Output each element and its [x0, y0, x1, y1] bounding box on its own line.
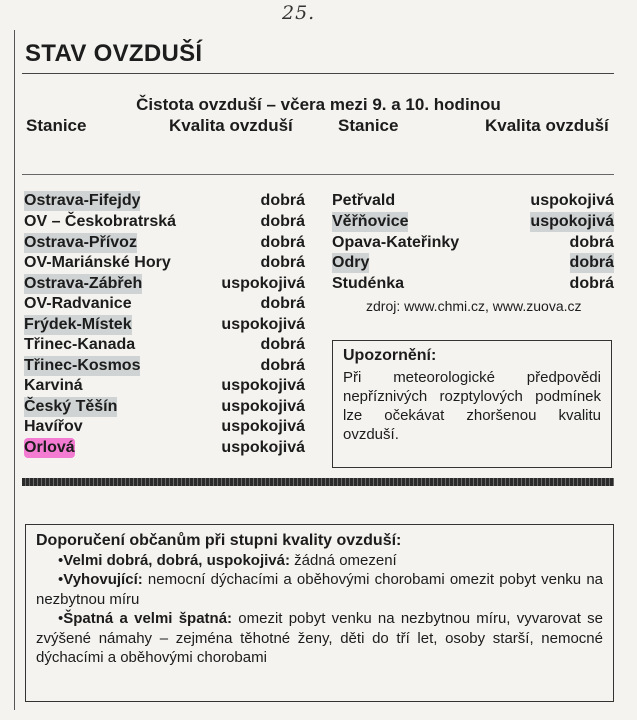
table-row: [24, 397, 305, 417]
station-name: OV-Mariánské Hory: [24, 254, 171, 271]
station-name: Český Těšín: [24, 398, 118, 415]
quality-value: dobrá: [260, 213, 305, 230]
table-subtitle: Čistota ovzduší – včera mezi 9. a 10. hodinou: [136, 95, 501, 114]
bullet-icon: •: [58, 571, 64, 588]
station-name: Ostrava-Zábřeh: [24, 275, 143, 292]
table-row: [24, 376, 305, 396]
station-name: Ostrava-Přívoz: [24, 234, 137, 251]
handwritten-annotation: 25.: [282, 2, 316, 24]
quality-value: uspokojivá: [221, 398, 305, 415]
header-quality-left: Kvalita ovzduší: [169, 116, 293, 135]
table-row: [332, 253, 614, 273]
quality-value: dobrá: [260, 357, 305, 374]
table-row: [24, 315, 305, 335]
title-divider: [22, 73, 614, 74]
recommendation-text: omezit pobyt venku na nezbytnou míru, vyvarovat se zvýšené námahy – zejména těhotné ženy, děti do tří let, osoby starší, nemocné dýchacími a oběhovými chorobami: [36, 610, 603, 666]
recommendation-label: Špatná a velmi špatná:: [63, 610, 233, 627]
section-divider-band: [22, 478, 614, 486]
quality-value: dobrá: [569, 275, 614, 292]
table-row: [24, 253, 305, 273]
recommendations-box: [25, 524, 614, 702]
quality-value: dobrá: [569, 234, 614, 251]
table-row: [24, 274, 305, 294]
table-row: [24, 212, 305, 232]
table-row: [24, 233, 305, 253]
quality-value: dobrá: [569, 254, 614, 271]
margin-rule: [14, 30, 15, 710]
quality-value: dobrá: [260, 192, 305, 209]
quality-value: uspokojivá: [221, 275, 305, 292]
table-row: [332, 212, 614, 232]
notice-body: Při meteorologické předpovědi nepříznivých rozptylových podmínek lze očekávat zhoršenou kvalitu ovzduší.: [343, 369, 601, 443]
station-name: Opava-Kateřinky: [332, 234, 460, 251]
station-name: Třinec-Kosmos: [24, 357, 141, 374]
quality-value: uspokojivá: [530, 213, 614, 230]
table-row: [24, 294, 305, 314]
source-credit: zdroj: www.chmi.cz, www.zuova.cz: [366, 298, 582, 314]
station-name: Třinec-Kanada: [24, 336, 136, 353]
station-name: Studénka: [332, 275, 405, 292]
page-title: STAV OVZDUŠÍ: [25, 40, 203, 67]
quality-value: uspokojivá: [221, 439, 305, 456]
bullet-icon: •: [58, 610, 64, 627]
table-row: [24, 356, 305, 376]
table-row: [332, 233, 614, 253]
table-row: [24, 417, 305, 437]
recommendation-item: [36, 551, 603, 571]
notice-box: [332, 340, 612, 468]
quality-value: uspokojivá: [221, 418, 305, 435]
station-name: Odry: [332, 254, 370, 271]
recommendation-text: žádná omezení: [289, 551, 397, 569]
recommendation-text: nemocní dýchacími a oběhovými chorobami omezit pobyt venku na nezbytnou míru: [36, 571, 603, 608]
recommendation-item: [36, 609, 603, 668]
header-divider: [22, 174, 614, 175]
station-name: Věřňovice: [332, 213, 409, 230]
table-row: [24, 438, 305, 458]
notice-title: Upozornění:: [343, 347, 437, 364]
station-name: OV – Českobratrská: [24, 213, 177, 230]
quality-value: uspokojivá: [221, 377, 305, 394]
station-name: OV-Radvanice: [24, 295, 132, 312]
station-name: Petřvald: [332, 192, 396, 209]
header-station-left: Stanice: [26, 116, 87, 135]
quality-value: dobrá: [260, 336, 305, 353]
table-row: [332, 191, 614, 211]
table-row: [332, 274, 614, 294]
station-name: Karviná: [24, 377, 83, 394]
station-name: Frýdek-Místek: [24, 316, 132, 333]
table-row: [24, 335, 305, 355]
header-station-right: Stanice: [338, 116, 399, 135]
quality-value: dobrá: [260, 295, 305, 312]
recommendation-item: [36, 570, 603, 609]
recommendations-title: Doporučení občanům při stupni kvality ovzduší:: [36, 532, 402, 549]
quality-value: dobrá: [260, 254, 305, 271]
recommendation-label: Vyhovující:: [63, 571, 143, 588]
table-row: [24, 191, 305, 211]
quality-value: uspokojivá: [530, 192, 614, 209]
quality-value: uspokojivá: [221, 316, 305, 333]
header-quality-right: Kvalita ovzduší: [485, 116, 609, 135]
bullet-icon: •: [58, 551, 64, 569]
station-name: Havířov: [24, 418, 83, 435]
quality-value: dobrá: [260, 234, 305, 251]
station-name: Orlová: [24, 439, 75, 456]
station-name: Ostrava-Fifejdy: [24, 192, 141, 209]
recommendation-label: Velmi dobrá, dobrá, uspokojivá:: [63, 551, 290, 569]
